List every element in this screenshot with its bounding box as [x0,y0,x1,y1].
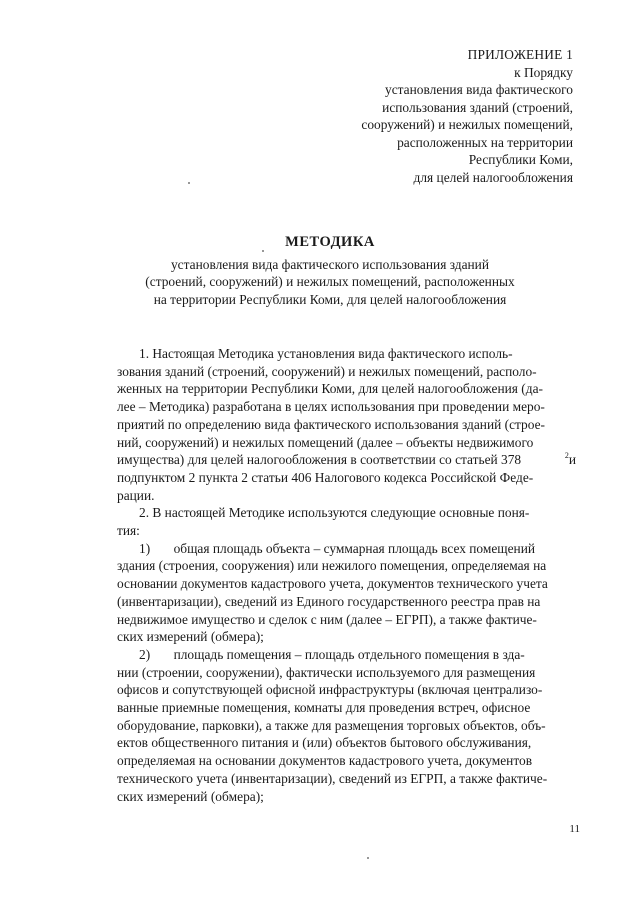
body-line: приятий по определению вида фактического использования зданий (строе- [117,416,545,432]
appendix-line: сооружений) и нежилых помещений, [361,117,573,132]
document-title [90,234,570,308]
list-item-line: офисов и сопутствующей офисной инфраструктуры (включая централизо- [117,682,543,698]
body-line: лее – Методика) разработана в целях использования при проведении меро- [117,399,545,415]
list-item-line: определяемая на основании документов кадастрового учета, документов [117,753,533,769]
body-line: ний, сооружений) и нежилых помещений (далее – объекты недвижимого [117,434,534,450]
scan-speck [367,857,369,859]
body-line: 1. Настоящая Методика установления вида фактического исполь- [139,346,513,361]
body-line: зования зданий (строений, сооружений) и нежилых помещений, располо- [117,363,537,379]
appendix-line: для целей налогообложения [413,169,573,185]
list-item-line: основании документов кадастрового учета, документов технического учета [117,576,548,592]
list-item-line: недвижимое имущество и сделок с ним (далее – ЕГРП), а также фактиче- [117,611,537,627]
title-line: установления вида фактического использования зданий [170,256,490,272]
list-item-line: ванные приемные помещения, комнаты для проведения встреч, офисное [117,700,531,716]
body-line: имущества) для целей налогообложения в соответствии со статьей 378 $^2$и [117,451,576,468]
appendix-line: к Порядку [514,64,573,80]
page-number: 11 [569,823,580,835]
appendix-header [361,46,573,186]
list-item-line: 1) общая площадь объекта – суммарная площадь всех помещений [139,540,536,556]
list-item-line: нии (строении, сооружении), фактически используемого для размещения [117,664,536,680]
body-line: рации. [117,487,155,503]
scan-speck [262,250,264,252]
appendix-line: расположенных на территории [397,134,573,150]
title-line: на территории Республики Коми, для целей налогообложения [153,291,507,307]
body-line: женных на территории Республики Коми, для целей налогообложения (да- [117,381,543,397]
document-body [117,345,576,805]
list-item-line: технического учета (инвентаризации), сведений из ЕГРП, а также фактиче- [117,770,548,786]
list-item-line: ских измерений (обмера); [117,788,264,804]
body-line: 2. В настоящей Методике используются следующие основные поня- [139,505,530,521]
list-item-line: (инвентаризации), сведений из Единого государственного реестра прав на [117,593,541,609]
scan-speck [188,182,190,184]
list-item-line: здания (строения, сооружения) или нежилого помещения, определяемая на [117,558,547,574]
list-item-line: оборудование, парковки), а также для размещения торговых объектов, объ- [117,717,546,733]
appendix-line: использования зданий (строений, [382,99,573,115]
appendix-title: ПРИЛОЖЕНИЕ 1 [467,47,573,62]
list-item-line: ских измерений (обмера); [117,629,264,645]
superscript: 2 [564,451,569,461]
title-heading: МЕТОДИКА [285,234,375,250]
title-line: (строений, сооружений) и нежилых помещений, расположенных [145,274,515,289]
body-line: подпунктом 2 пункта 2 статьи 406 Налогового кодекса Российской Феде- [117,469,534,485]
list-item-line: 2) площадь помещения – площадь отдельного помещения в зда- [139,646,525,662]
appendix-line: установления вида фактического [385,82,573,97]
appendix-line: Республики Коми, [468,152,573,167]
list-item-line: ектов общественного питания и (или) объектов бытового обслуживания, [117,735,532,751]
body-line: тия: [117,523,140,539]
